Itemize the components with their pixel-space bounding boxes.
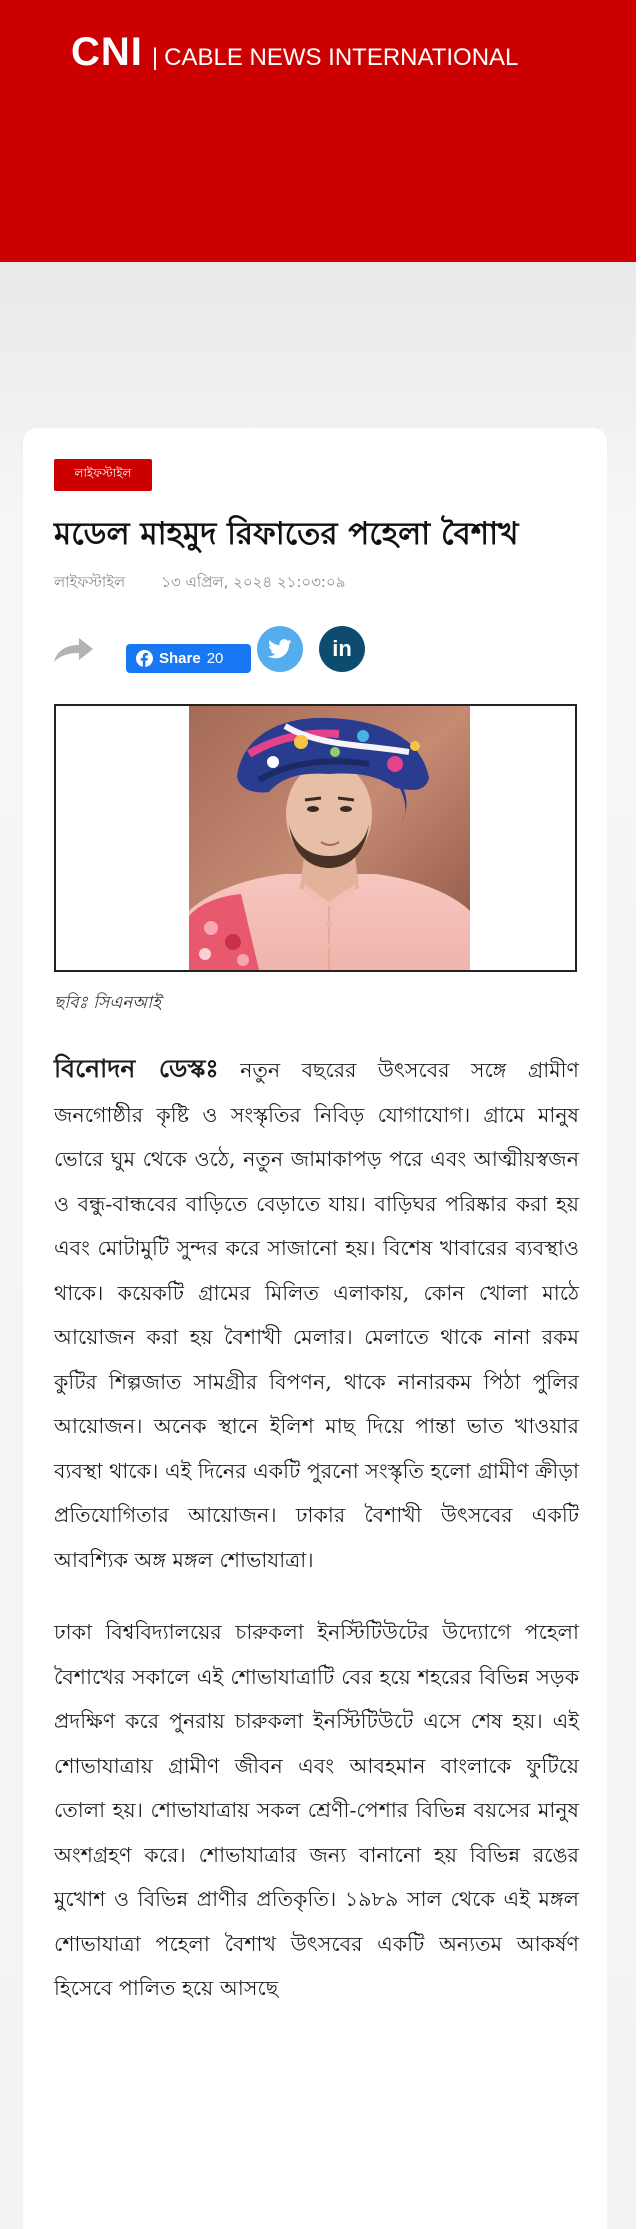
meta-category[interactable]: লাইফস্টাইল: [54, 573, 126, 591]
facebook-icon: [136, 650, 153, 667]
lead-label: বিনোদন ডেস্কঃ: [54, 1054, 219, 1083]
page-edge: [636, 0, 642, 2229]
article-body: [54, 1047, 579, 2039]
site-header: [0, 0, 636, 262]
article-paragraph: ঢাকা বিশ্ববিদ্যালয়ের চারুকলা ইনস্টিটিউটের উদ্যোগে পহেলা বৈশাখের সকালে এই শোভাযাত্রাটি বের হয়ে শহরের বিভিন্ন সড়ক প্রদক্ষিণ করে পুনরায় চারুকলা ইনস্টিটিউটে এসে শেষ হয়। এই শোভাযাত্রায় গ্রামীণ জীবন এবং আবহমান বাংলাকে ফুটিয়ে তোলা হয়। শোভাযাত্রায় সকল শ্রেণী-পেশার বিভিন্ন বয়সের মানুষ অংশগ্রহণ করে। শোভাযাত্রার জন্য বানানো হয় বিভিন্ন রঙের মুখোশ ও বিভিন্ন প্রাণীর প্রতিকৃতি। ১৯৮৯ সাল থেকে এই মঙ্গল শোভাযাত্রা পহেলা বৈশাখ উৎসবের একটি অন্যতম আকর্ষণ হিসেবে পালিত হয়ে আসছে: [54, 1620, 579, 2000]
share-bar: [51, 626, 451, 676]
article-headline: মডেল মাহমুদ রিফাতের পহেলা বৈশাখ: [54, 516, 519, 552]
meta-date: ১৩ এপ্রিল, ২০২৪ ২১:০৩:০৯: [161, 573, 346, 591]
brand[interactable]: [71, 30, 518, 75]
category-badge[interactable]: লাইফস্টাইল: [54, 459, 152, 491]
article-image-frame: [54, 704, 577, 972]
twitter-share-button[interactable]: [257, 626, 303, 672]
facebook-share-count: 20: [206, 650, 224, 667]
linkedin-icon: in: [332, 636, 352, 661]
facebook-share-button[interactable]: [126, 644, 251, 673]
facebook-share-label: Share: [159, 650, 201, 667]
twitter-icon: [268, 639, 292, 659]
brand-separator: |: [151, 44, 159, 71]
linkedin-share-button[interactable]: [319, 626, 365, 672]
article-paragraph: [54, 1047, 579, 1582]
brand-name[interactable]: CABLE NEWS INTERNATIONAL: [164, 44, 519, 71]
article-meta: [54, 571, 345, 596]
brand-logo[interactable]: CNI: [71, 30, 143, 74]
article-photo[interactable]: [189, 706, 470, 970]
paragraph-text: নতুন বছরের উৎসবের সঙ্গে গ্রামীণ জনগোষ্ঠীর কৃষ্টি ও সংস্কৃতির নিবিড় যোগাযোগ। গ্রামে মানুষ ভোরে ঘুম থেকে ওঠে, নতুন জামাকাপড় পরে এবং আত্মীয়স্বজন ও বন্ধু-বান্ধবের বাড়িতে বেড়াতে যায়। বাড়িঘর পরিষ্কার করা হয় এবং মোটামুটি সুন্দর করে সাজানো হয়। বিশেষ খাবারের ব্যবস্থাও থাকে। কয়েকটি গ্রামের মিলিত এলাকায়, কোন খোলা মাঠে আয়োজন করা হয় বৈশাখী মেলার। মেলাতে থাকে নানা রকম কুটির শিল্পজাত সামগ্রীর বিপণন, থাকে নানারকম পিঠা পুলির আয়োজন। অনেক স্থানে ইলিশ মাছ দিয়ে পান্তা ভাত খাওয়ার ব্যবস্থা থাকে। এই দিনের একটি পুরনো সংস্কৃতি হলো গ্রামীণ ক্রীড়া প্রতিযোগিতার আয়োজন। ঢাকার বৈশাখী উৎসবের একটি আবশ্যিক অঙ্গ মঙ্গল শোভাযাত্রা।: [54, 1058, 580, 1572]
share-arrow-icon[interactable]: [51, 636, 95, 664]
image-caption: ছবিঃ সিএনআই: [54, 993, 161, 1013]
model-portrait: [189, 706, 470, 970]
article-card: [23, 428, 607, 2229]
